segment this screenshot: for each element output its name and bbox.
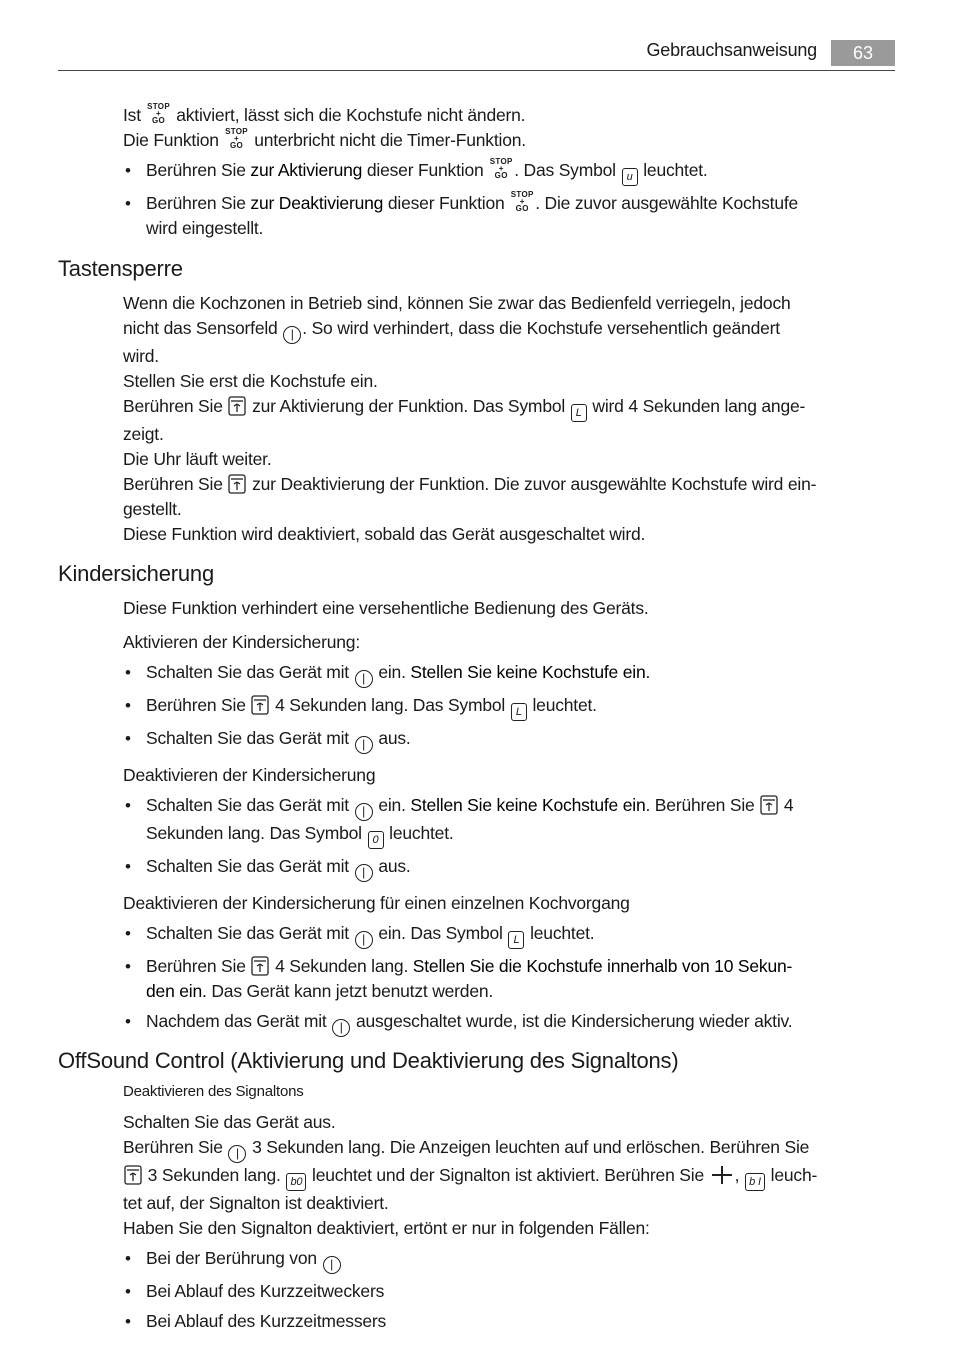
plus-icon: [710, 1165, 734, 1185]
list-item: • Berühren Sie 4 Sekunden lang. Stellen Sie die Kochstufe innerhalb von 10 Sekun- den ein. Das Gerät kann jetzt benutzt werden.: [123, 954, 895, 1004]
list-item: • Schalten Sie das Gerät mit | ein. Stellen Sie keine Kochstufe ein. Berühren Sie 4 Sekunden lang. Das Symbol 0 leuchtet.: [123, 793, 895, 849]
l-symbol-icon: L: [571, 404, 587, 422]
stopgo-line-1: [123, 103, 895, 128]
header-rule: [58, 70, 895, 71]
lock-key-icon: [251, 695, 269, 715]
section-title-kindersicherung: Kindersicherung: [58, 561, 214, 586]
text-line: Haben Sie den Signalton deaktiviert, ertönt er nur in folgenden Fällen:: [123, 1218, 650, 1238]
list-item: • Schalten Sie das Gerät mit | ein. Das Symbol L leuchtet.: [123, 921, 895, 949]
list-item: • Schalten Sie das Gerät mit | ein. Stellen Sie keine Kochstufe ein.: [123, 660, 895, 688]
text: Die Funktion: [123, 130, 219, 150]
power-icon: |: [355, 931, 373, 949]
text: unterbricht nicht die Timer-Funktion.: [254, 130, 526, 150]
lock-key-icon: [228, 474, 246, 494]
subheading: Aktivieren der Kindersicherung:: [123, 632, 360, 652]
text-line: Diese Funktion verhindert eine versehentliche Bedienung des Geräts.: [123, 598, 649, 618]
list-item: • Bei Ablauf des Kurzzeitmessers: [123, 1309, 895, 1334]
lock-key-icon: [251, 956, 269, 976]
tastensperre-section: [123, 291, 895, 547]
text-line: tet auf, der Signalton ist deaktiviert.: [123, 1193, 389, 1213]
stop-go-icon: STOP + GO: [147, 102, 170, 125]
single-use-list: [123, 921, 895, 1037]
sound-off-symbol-icon: b I: [745, 1173, 765, 1191]
text-line: Berühren Sie zur Aktivierung der Funktion. Das Symbol L wird 4 Sekunden lang ange-: [123, 394, 895, 422]
l-symbol-icon: L: [508, 931, 524, 949]
subheading: Deaktivieren des Signaltons: [123, 1083, 304, 1100]
text-line: wird.: [123, 346, 159, 366]
list-item: • Schalten Sie das Gerät mit | aus.: [123, 854, 895, 882]
text: aktiviert, lässt sich die Kochstufe nicht ändern.: [176, 105, 526, 125]
lock-key-icon: [124, 1165, 142, 1185]
power-icon: |: [355, 803, 373, 821]
stop-go-icon: STOP + GO: [489, 157, 513, 180]
section-title-offsound: OffSound Control (Aktivierung und Deaktivierung des Signaltons): [58, 1048, 679, 1073]
lock-key-icon: [760, 795, 778, 815]
zero-symbol-icon: 0: [368, 831, 384, 849]
text-line: Diese Funktion wird deaktiviert, sobald das Gerät ausgeschaltet wird.: [123, 524, 646, 544]
power-icon: |: [355, 670, 373, 688]
text-line: gestellt.: [123, 499, 182, 519]
stopgo-list: [123, 158, 895, 241]
list-item: • Nachdem das Gerät mit | ausgeschaltet wurde, ist die Kindersicherung wieder aktiv.: [123, 1009, 895, 1037]
activate-list: [123, 660, 895, 754]
stopgo-section: [123, 103, 895, 241]
text-line: 3 Sekunden lang. b0 leuchtet und der Signalton ist aktiviert. Berühren Sie , b I leuch-: [123, 1163, 895, 1191]
lock-key-icon: [228, 396, 246, 416]
power-icon: |: [355, 736, 373, 754]
text-line: Die Uhr läuft weiter.: [123, 449, 272, 469]
stopgo-line-2: [123, 128, 895, 153]
list-item: • Berühren Sie zur Aktivierung dieser Funktion STOP + GO . Das Symbol u leuchtet.: [123, 158, 895, 186]
power-icon: |: [323, 1256, 341, 1274]
list-item: • Bei der Berührung von |: [123, 1246, 895, 1274]
header-title: Gebrauchsanweisung: [646, 40, 817, 60]
stop-go-icon: STOP + GO: [225, 127, 248, 150]
sound-cases-list: [123, 1246, 895, 1334]
power-icon: |: [355, 864, 373, 882]
offsound-section: [123, 1079, 895, 1334]
text-line: zeigt.: [123, 424, 164, 444]
deactivate-list: [123, 793, 895, 882]
list-item: • Berühren Sie 4 Sekunden lang. Das Symbol L leuchtet.: [123, 693, 895, 721]
text-line: nicht das Sensorfeld | . So wird verhindert, dass die Kochstufe versehentlich geändert: [123, 316, 895, 344]
stop-go-icon: STOP + GO: [510, 190, 534, 213]
page-header: [58, 40, 895, 71]
page-number: 63: [831, 40, 895, 66]
subheading: Deaktivieren der Kindersicherung für einen einzelnen Kochvorgang: [123, 893, 630, 913]
kindersicherung-section: [123, 596, 895, 1037]
text-line: Schalten Sie das Gerät aus.: [123, 1112, 336, 1132]
list-item: • Schalten Sie das Gerät mit | aus.: [123, 726, 895, 754]
sound-on-symbol-icon: b0: [286, 1173, 306, 1191]
text: Ist: [123, 105, 141, 125]
page-content: [58, 103, 895, 1339]
section-title-tastensperre: Tastensperre: [58, 256, 183, 281]
list-item: • Bei Ablauf des Kurzzeitweckers: [123, 1279, 895, 1304]
text-line: Berühren Sie zur Deaktivierung der Funktion. Die zuvor ausgewählte Kochstufe wird ein-: [123, 474, 817, 494]
subheading: Deaktivieren der Kindersicherung: [123, 765, 376, 785]
text-line: Berühren Sie | 3 Sekunden lang. Die Anzeigen leuchten auf und erlöschen. Berühren Sie: [123, 1135, 895, 1163]
l-symbol-icon: L: [511, 703, 527, 721]
power-icon: |: [283, 326, 301, 344]
u-symbol-icon: u: [622, 168, 638, 186]
list-item: • Berühren Sie zur Deaktivierung dieser Funktion STOP + GO . Die zuvor ausgewählte Kochstufe wird eingestellt.: [123, 191, 895, 241]
power-icon: |: [228, 1145, 246, 1163]
text-line: Wenn die Kochzonen in Betrieb sind, können Sie zwar das Bedienfeld verriegeln, jedoch: [123, 293, 791, 313]
text-line: Stellen Sie erst die Kochstufe ein.: [123, 371, 378, 391]
power-icon: |: [332, 1019, 350, 1037]
